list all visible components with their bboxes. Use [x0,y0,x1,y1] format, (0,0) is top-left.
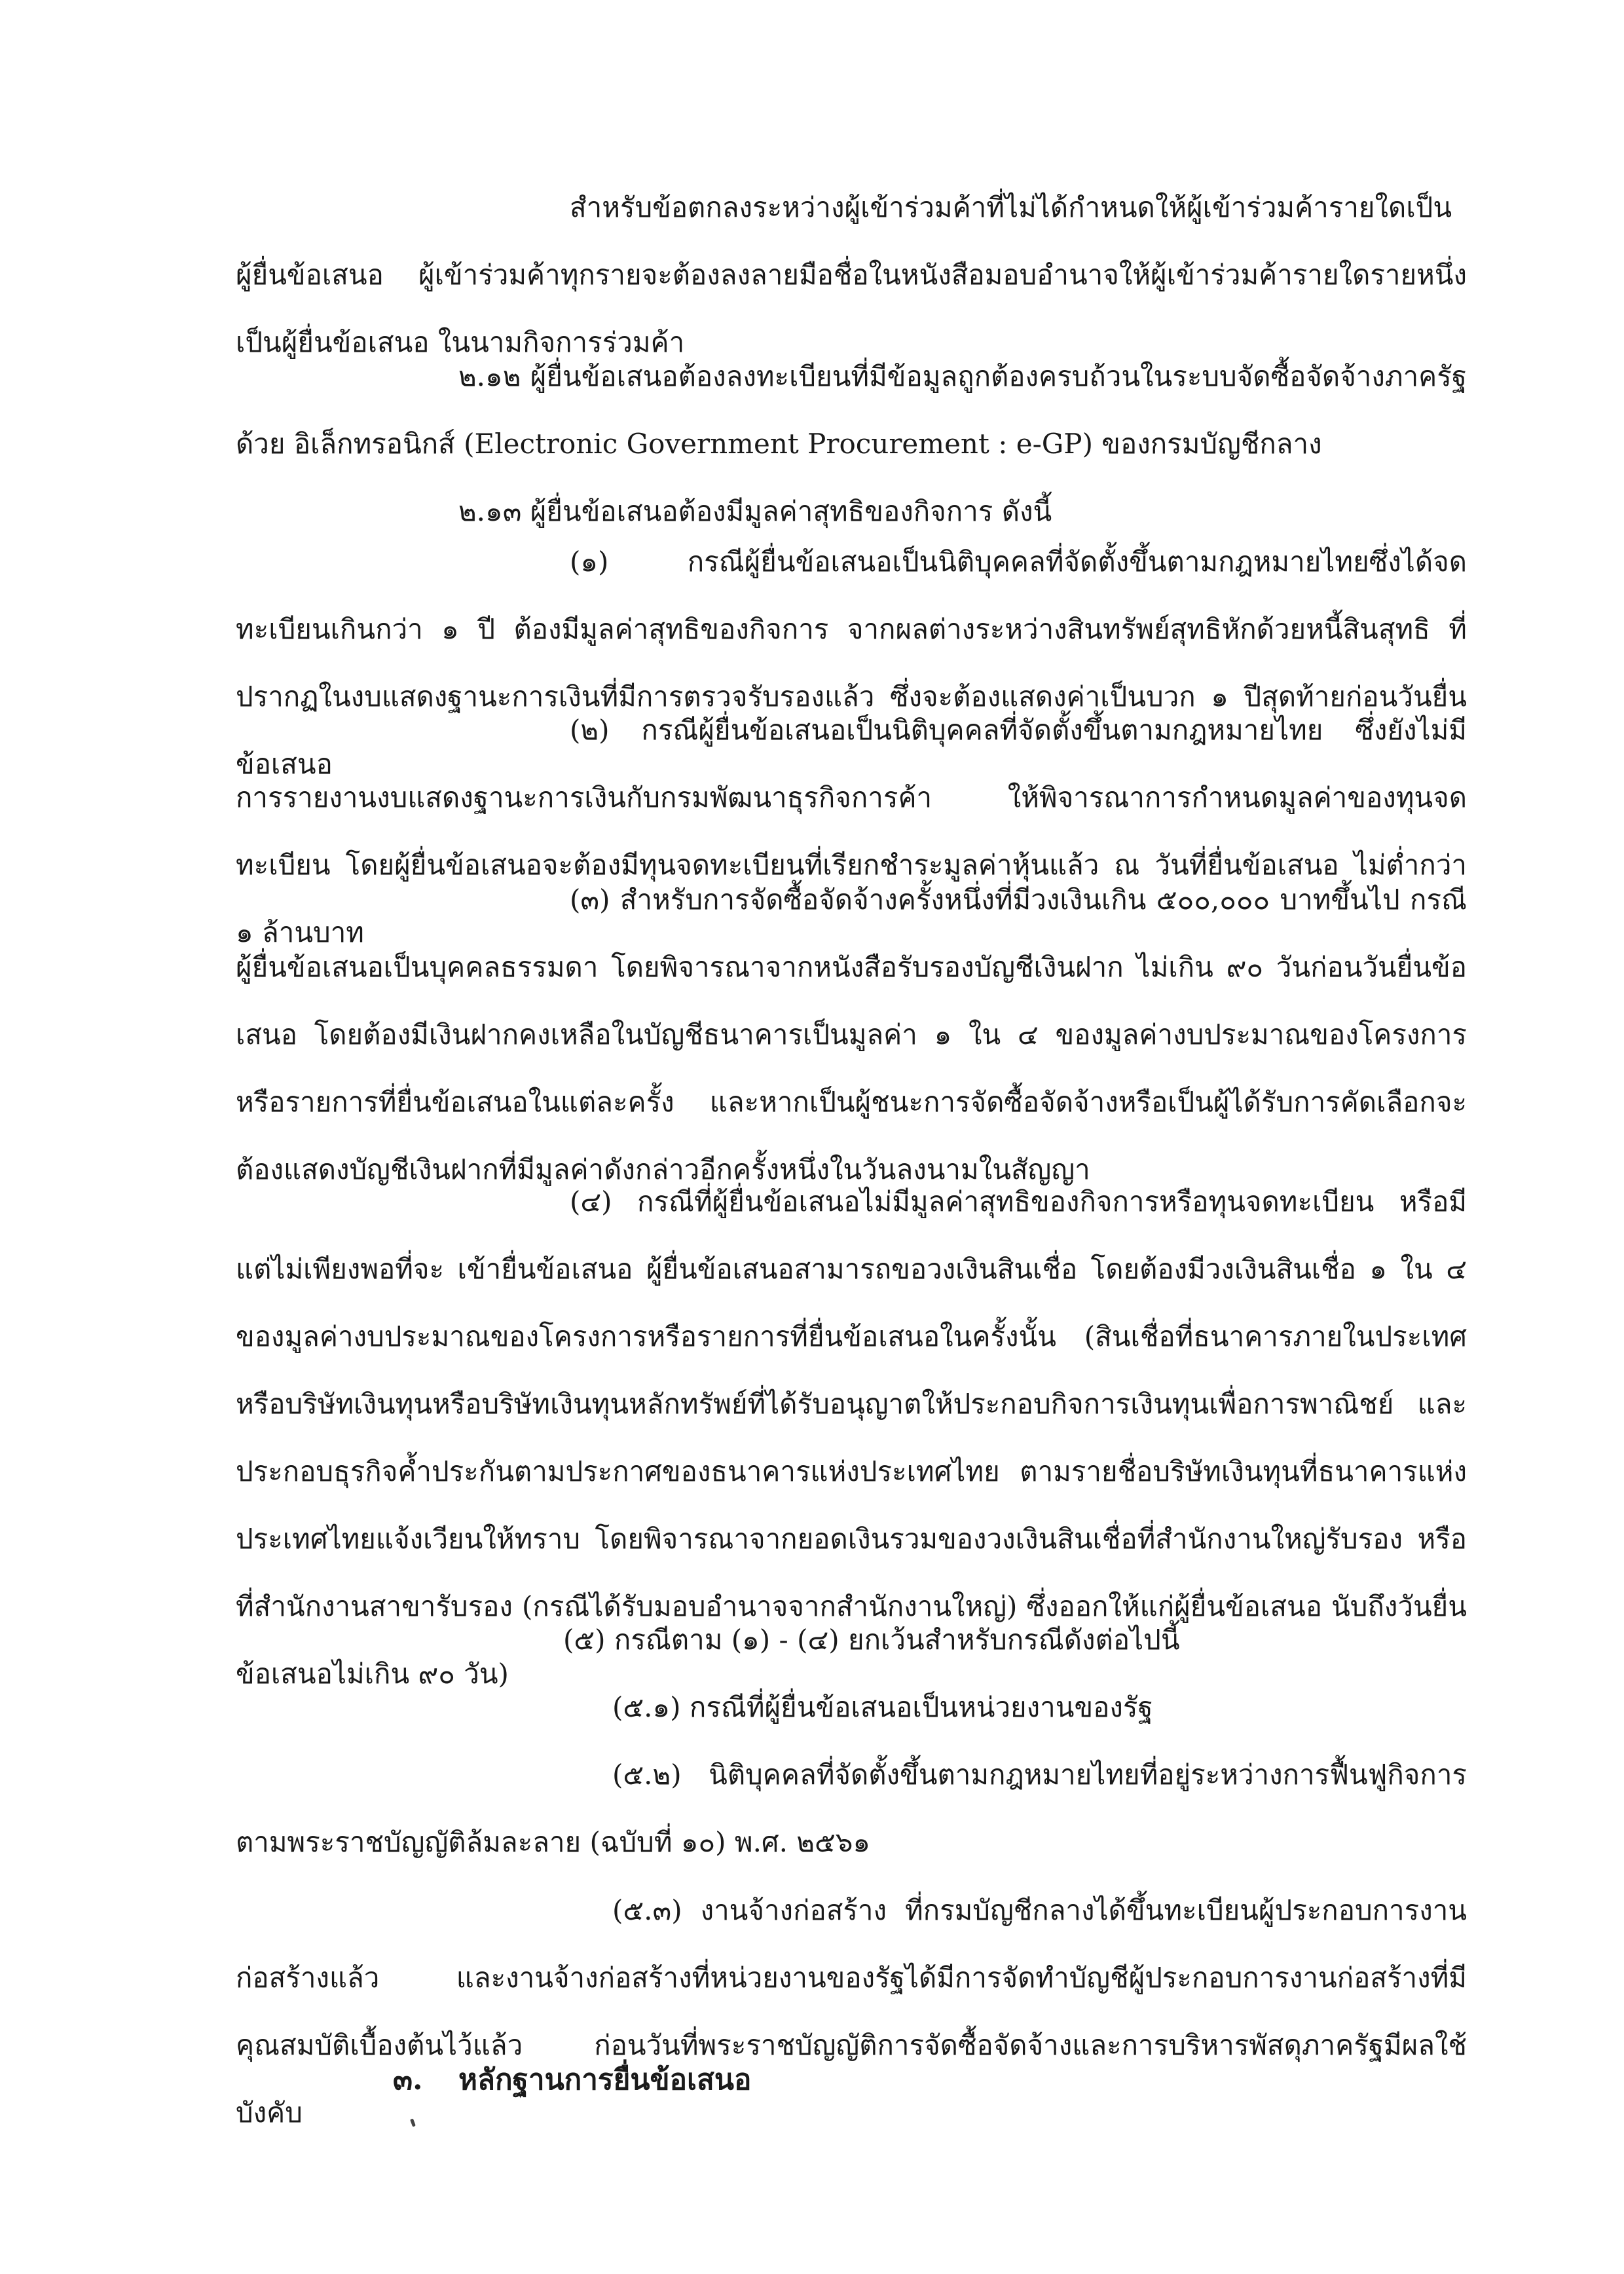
clause-4-credit-line: (๔) กรณีที่ผู้ยื่นข้อเสนอไม่มีมูลค่าสุทธิของกิจการหรือทุนจดทะเบียน หรือมีแต่ไม่เพียงพอที่จะ เข้ายื่นข้อเสนอ ผู้ยื่นข้อเสนอสามารถขอวงเงินสินเชื่อ โดยต้องมีวงเงินสินเชื่อ ๑ ใน ๔ ของมูลค่างบประมาณของโครงการหรือรายการที่ยื่นข้อเสนอในครั้งนั้น (สินเชื่อที่ธนาคารภายในประเทศ หรือบริษัทเงินทุนหรือบริษัทเงินทุนหลักทรัพย์ที่ได้รับอนุญาตให้ประกอบกิจการเงินทุนเพื่อการพาณิชย์ และประกอบธุรกิจค้ำประกันตามประกาศของธนาคารแห่งประเทศไทย ตามรายชื่อบริษัทเงินทุนที่ธนาคารแห่งประเทศไทยแจ้งเวียนให้ทราบ โดยพิจารณาจากยอดเงินรวมของวงเงินสินเชื่อที่สำนักงานใหญ่รับรอง หรือที่สำนักงานสาขารับรอง (กรณีได้รับมอบอำนาจจากสำนักงานใหญ่) ซึ่งออกให้แก่ผู้ยื่นข้อเสนอ นับถึงวันยื่นข้อเสนอไม่เกิน ๙๐ วัน) [236,1185,1467,1690]
clause-5-3-construction: (๕.๓) งานจ้างก่อสร้าง ที่กรมบัญชีกลางได้ขึ้นทะเบียนผู้ประกอบการงานก่อสร้างแล้ว และงานจ้างก่อสร้างที่หน่วยงานของรัฐได้มีการจัดทำบัญชีผู้ประกอบการงานก่อสร้างที่มีคุณสมบัติเบื้องต้นไว้แล้ว ก่อนวันที่พระราชบัญญัติการจัดซื้อจัดจ้างและการบริหารพัสดุภาครัฐมีผลใช้บังคับ [236,1894,1467,2129]
clause-1-juristic-person: (๑) กรณีผู้ยื่นข้อเสนอเป็นนิติบุคคลที่จัดตั้งขึ้นตามกฎหมายไทยซึ่งได้จดทะเบียนเกินกว่า ๑ ปี ต้องมีมูลค่าสุทธิของกิจการ จากผลต่างระหว่างสินทรัพย์สุทธิหักด้วยหนี้สินสุทธิ ที่ปรากฏในงบแสดงฐานะการเงินที่มีการตรวจรับรองแล้ว ซึ่งจะต้องแสดงค่าเป็นบวก ๑ ปีสุดท้ายก่อนวันยื่นข้อเสนอ [236,546,1467,780]
clause-5-exceptions: (๕) กรณีตาม (๑) - (๔) ยกเว้นสำหรับกรณีดังต่อไปนี้ [563,1624,1180,1656]
clause-2-registered-capital: (๒) กรณีผู้ยื่นข้อเสนอเป็นนิติบุคคลที่จัดตั้งขึ้นตามกฎหมายไทย ซึ่งยังไม่มีการรายงานงบแสดงฐานะการเงินกับกรมพัฒนาธุรกิจการค้า ให้พิจารณาการกำหนดมูลค่าของทุนจดทะเบียน โดยผู้ยื่นข้อเสนอจะต้องมีทุนจดทะเบียนที่เรียกชำระมูลค่าหุ้นแล้ว ณ วันที่ยื่นข้อเสนอ ไม่ต่ำกว่า ๑ ล้านบาท [236,714,1467,948]
section-title: หลักฐานการยื่นข้อเสนอ [458,2063,752,2097]
paragraph-2-12-egp-registration: ๒.๑๒ ผู้ยื่นข้อเสนอต้องลงทะเบียนที่มีข้อมูลถูกต้องครบถ้วนในระบบจัดซื้อจัดจ้างภาครัฐด้วย อิเล็กทรอนิกส์ (Electronic Government Procurement : e-GP) ของกรมบัญชีกลาง [236,360,1467,460]
clause-5-1-state-agency: (๕.๑) กรณีที่ผู้ยื่นข้อเสนอเป็นหน่วยงานของรัฐ [612,1691,1153,1723]
paragraph-joint-venture: สำหรับข้อตกลงระหว่างผู้เข้าร่วมค้าที่ไม่ได้กำหนดให้ผู้เข้าร่วมค้ารายใดเป็นผู้ยื่นข้อเสนอ ผู้เข้าร่วมค้าทุกรายจะต้องลงลายมือชื่อในหนังสือมอบอำนาจให้ผู้เข้าร่วมค้ารายใดรายหนึ่งเป็นผู้ยื่นข้อเสนอ ในนามกิจการร่วมค้า [236,191,1467,358]
paragraph-2-13-net-worth: ๒.๑๓ ผู้ยื่นข้อเสนอต้องมีมูลค่าสุทธิของกิจการ ดังนี้ [458,495,1052,527]
clause-3-natural-person: (๓) สำหรับการจัดซื้อจัดจ้างครั้งหนึ่งที่มีวงเงินเกิน ๕๐๐,๐๐๐ บาทขึ้นไป กรณีผู้ยื่นข้อเสนอเป็นบุคคลธรรมดา โดยพิจารณาจากหนังสือรับรองบัญชีเงินฝาก ไม่เกิน ๙๐ วันก่อนวันยื่นข้อเสนอ โดยต้องมีเงินฝากคงเหลือในบัญชีธนาคารเป็นมูลค่า ๑ ใน ๔ ของมูลค่างบประมาณของโครงการหรือรายการที่ยื่นข้อเสนอในแต่ละครั้ง และหากเป็นผู้ชนะการจัดซื้อจัดจ้างหรือเป็นผู้ได้รับการคัดเลือกจะต้องแสดงบัญชีเงินฝากที่มีมูลค่าดังกล่าวอีกครั้งหนึ่งในวันลงนามในสัญญา [236,884,1467,1185]
clause-5-2-rehabilitation: (๕.๒) นิติบุคคลที่จัดตั้งขึ้นตามกฎหมายไทยที่อยู่ระหว่างการฟื้นฟูกิจการตามพระราชบัญญัติล้มละลาย (ฉบับที่ ๑๐) พ.ศ. ๒๕๖๑ [236,1759,1467,1858]
section-number: ๓. [393,2063,423,2097]
section-3-heading [393,2046,751,2114]
